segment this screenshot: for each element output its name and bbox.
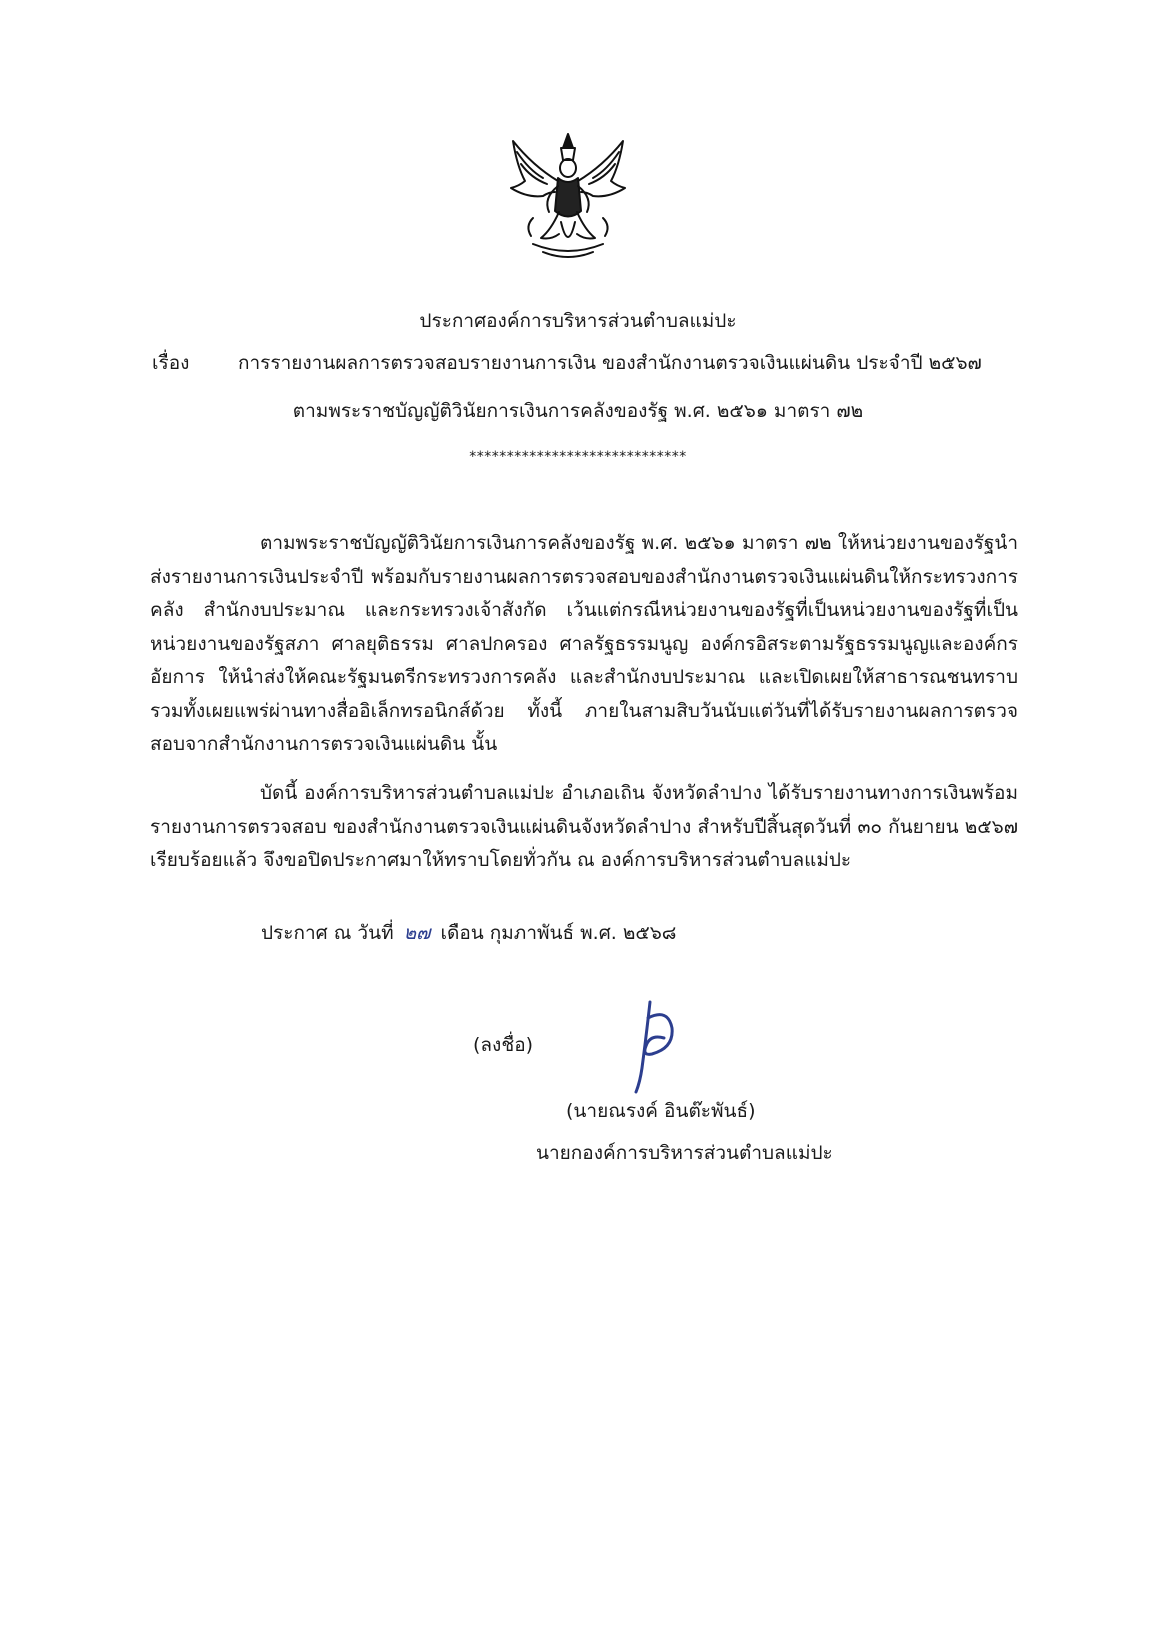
signer-name: (นายณรงค์ อินต๊ะพันธ์) bbox=[566, 1100, 756, 1122]
announcement-title: ประกาศองค์การบริหารส่วนตำบลแม่ปะ bbox=[419, 310, 737, 332]
signed-label: (ลงชื่อ) bbox=[473, 1034, 534, 1056]
date-day-handwritten: ๒๗ bbox=[403, 922, 431, 944]
subject-line-1: การรายงานผลการตรวจสอบรายงานการเงิน ของสำนักงานตรวจเงินแผ่นดิน ประจำปี ๒๕๖๗ bbox=[238, 352, 982, 374]
divider-line: ***************************** bbox=[469, 449, 687, 465]
date-prefix: ประกาศ ณ วันที่ bbox=[261, 922, 394, 944]
signer-position: นายกองค์การบริหารส่วนตำบลแม่ปะ bbox=[536, 1142, 833, 1164]
subject-label: เรื่อง bbox=[152, 352, 190, 374]
subject-line-2: ตามพระราชบัญญัติวินัยการเงินการคลังของรัฐ พ.ศ. ๒๕๖๑ มาตรา ๗๒ bbox=[292, 400, 864, 422]
garuda-emblem-icon bbox=[503, 126, 633, 266]
body-paragraph-1: ตามพระราชบัญญัติวินัยการเงินการคลังของรัฐ พ.ศ. ๒๕๖๑ มาตรา ๗๒ ให้หน่วยงานของรัฐนำส่งรายงานการเงินประจำปี พร้อมกับรายงานผลการตรวจสอบของสำนักงานตรวจเงินแผ่นดินให้กระทรวงการคลัง สำนักงบประมาณ และกระทรวงเจ้าสังกัด เว้นแต่กรณีหน่วยงานของรัฐที่เป็นหน่วยงานของรัฐที่เป็นหน่วยงานของรัฐสภา ศาลยุติธรรม ศาลปกครอง ศาลรัฐธรรมนูญ องค์กรอิสระตามรัฐธรรมนูญและองค์กรอัยการ ให้นำส่งให้คณะรัฐมนตรีกระทรวงการคลัง และสำนักงบประมาณ และเปิดเผยให้สาธารณชนทราบ รวมทั้งเผยแพร่ผ่านทางสื่ออิเล็กทรอนิกส์ด้วย ทั้งนี้ ภายในสามสิบวันนับแต่วันที่ได้รับรายงานผลการตรวจสอบจากสำนักงานการตรวจเงินแผ่นดิน นั้น bbox=[150, 532, 1018, 755]
handwritten-signature bbox=[628, 998, 684, 1096]
date-suffix: เดือน กุมภาพันธ์ พ.ศ. ๒๕๖๘ bbox=[440, 922, 677, 944]
body-paragraph-2: บัดนี้ องค์การบริหารส่วนตำบลแม่ปะ อำเภอเถิน จังหวัดลำปาง ได้รับรายงานทางการเงินพร้อมรายงานการตรวจสอบ ของสำนักงานตรวจเงินแผ่นดินจังหวัดลำปาง สำหรับปีสิ้นสุดวันที่ ๓๐ กันยายน ๒๕๖๗ เรียบร้อยแล้ว จึงขอปิดประกาศมาให้ทราบโดยทั่วกัน ณ องค์การบริหารส่วนตำบลแม่ปะ bbox=[150, 782, 1018, 871]
announcement-date bbox=[261, 920, 676, 946]
